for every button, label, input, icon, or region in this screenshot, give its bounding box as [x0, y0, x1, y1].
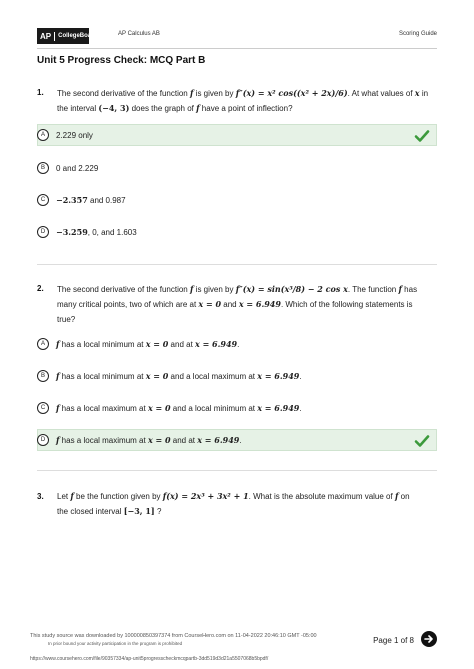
checkmark-icon	[414, 128, 430, 144]
arrow-right-icon	[424, 634, 434, 644]
question-2-option-b[interactable]	[37, 365, 437, 387]
option-letter: B	[37, 370, 49, 382]
scoring-guide-label: Scoring Guide	[398, 31, 437, 37]
option-text: f has a local minimum at x = 0 and at x = 6.949.	[56, 339, 240, 349]
option-letter: A	[37, 129, 49, 141]
question-1-option-a[interactable]	[37, 124, 437, 146]
footer-download-notice: This study source was downloaded by 100000850397374 from CourseHero.com on 11-04-2022 20:46:10 GMT -05:00	[30, 633, 317, 639]
option-letter: C	[37, 194, 49, 206]
option-text: 2.229 only	[56, 130, 93, 140]
question-separator	[37, 264, 437, 265]
option-text: 0 and 2.229	[56, 163, 99, 173]
question-1-option-c[interactable]	[37, 189, 437, 211]
collegeboard-logo-text: CollegeBoard	[58, 33, 98, 39]
question-2-number: 2.	[37, 284, 44, 293]
option-letter: B	[37, 162, 49, 174]
question-2-option-d[interactable]	[37, 429, 437, 451]
option-letter: C	[37, 402, 49, 414]
option-letter: A	[37, 338, 49, 350]
ap-logo-text: AP	[37, 32, 55, 41]
next-page-button[interactable]	[421, 631, 437, 647]
course-name: AP Calculus AB	[118, 31, 160, 37]
option-text: f has a local maximum at x = 0 and a local minimum at x = 6.949.	[56, 403, 302, 413]
option-text: f has a local maximum at x = 0 and at x = 6.949.	[56, 435, 242, 445]
option-letter: D	[37, 226, 49, 238]
page-title: Unit 5 Progress Check: MCQ Part B	[37, 55, 206, 66]
page-number: Page 1 of 8	[373, 636, 414, 645]
option-letter: D	[37, 434, 49, 446]
question-3-formula: f(x) = 2x³ + 3x² + 1	[162, 491, 249, 501]
question-1-option-d[interactable]	[37, 221, 437, 243]
question-3-text: Let f be the function given by f(x) = 2x³ + 3x² + 1. What is the absolute maximum value of f on the closed interval [−3, 1] ?	[57, 491, 410, 516]
checkmark-icon	[414, 433, 430, 449]
option-text: −2.357 and 0.987	[56, 195, 126, 205]
question-2-option-a[interactable]	[37, 333, 437, 355]
ap-collegeboard-logo	[37, 28, 98, 44]
question-separator	[37, 470, 437, 471]
question-2-formula: f″(x) = sin(x³/8) − 2 cos x	[235, 284, 348, 294]
question-1-number: 1.	[37, 88, 44, 97]
question-1-formula: f″(x) = x² cos((x² + 2x)/6)	[235, 88, 348, 98]
option-text: −3.259, 0, and 1.603	[56, 227, 137, 237]
footer-url[interactable]: https://www.coursehero.com/file/90357334/ap-unit5progresscheckmcqpartb-3dd519d3d21a5507068b5bpdf/	[30, 656, 269, 662]
question-2-option-c[interactable]	[37, 397, 437, 419]
option-text: f has a local minimum at x = 0 and a local maximum at x = 6.949.	[56, 371, 302, 381]
header-divider	[37, 48, 437, 49]
question-2-text: The second derivative of the function f is given by f″(x) = sin(x³/8) − 2 cos x. The function f has many critical points, two of which are at x = 0 and x = 6.949. Which of the following statements is true?	[57, 284, 418, 324]
question-3-number: 3.	[37, 492, 44, 501]
footer-legal-notice: In prior bound your activity participation in the program is prohibited	[48, 641, 183, 646]
question-1-option-b[interactable]	[37, 157, 437, 179]
question-1-text: The second derivative of the function f is given by f″(x) = x² cos((x² + 2x)/6). At what values of x in the interval (−4, 3) does the graph of f have a point of inflection?	[57, 88, 429, 113]
